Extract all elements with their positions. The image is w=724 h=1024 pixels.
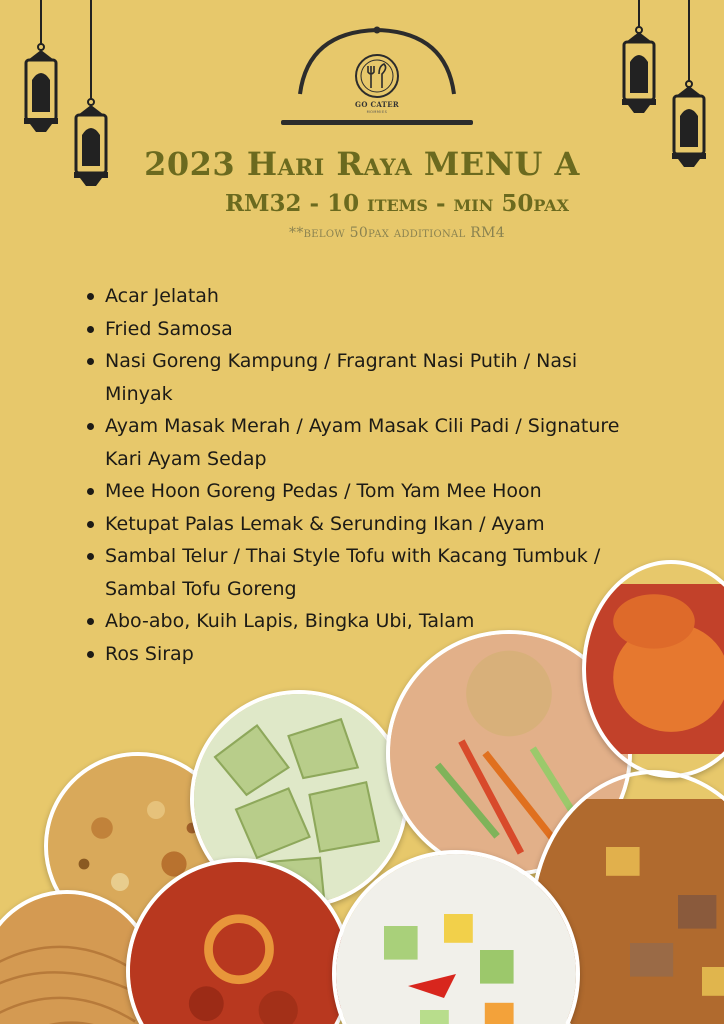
brand-tagline: MOMMIES <box>366 110 388 114</box>
brand-name: GO CATER <box>355 100 399 109</box>
page-title: 2023 Hari Raya MENU A <box>144 145 580 183</box>
menu-item: Nasi Goreng Kampung / Fragrant Nasi Putih / Nasi Minyak <box>84 345 644 410</box>
cloche-logo-icon <box>278 22 476 132</box>
price-subtitle: RM32 - 10 items - min 50pax <box>224 190 570 217</box>
menu-item: Mee Hoon Goreng Pedas / Tom Yam Mee Hoon <box>84 475 644 508</box>
menu-item: Ayam Masak Merah / Ayam Masak Cili Padi / Signature Kari Ayam Sedap <box>84 410 644 475</box>
menu-list <box>84 280 644 670</box>
menu-item: Ketupat Palas Lemak & Serunding Ikan / Ayam <box>84 508 644 541</box>
lantern-icon <box>616 0 662 118</box>
pax-note: **below 50pax additional RM4 <box>289 225 505 241</box>
menu-item: Acar Jelatah <box>84 280 644 313</box>
menu-item: Abo-abo, Kuih Lapis, Bingka Ubi, Talam <box>84 605 644 638</box>
menu-item: Ros Sirap <box>84 638 644 671</box>
menu-item: Fried Samosa <box>84 313 644 346</box>
lantern-icon <box>18 0 64 135</box>
menu-item: Sambal Telur / Thai Style Tofu with Kacang Tumbuk / Sambal Tofu Goreng <box>84 540 644 605</box>
